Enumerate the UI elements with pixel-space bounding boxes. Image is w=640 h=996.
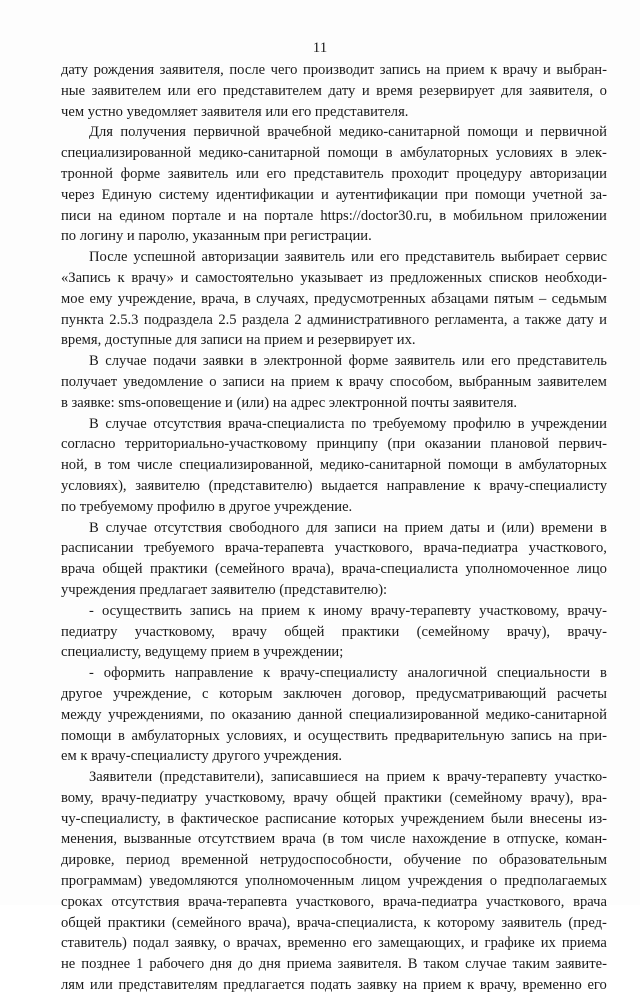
- text-line: В случае отсутствия свободного для записи на прием даты и (или) времени в: [89, 519, 607, 536]
- text-line: врача общей практики (семейного врача), врача-специалиста уполномоченное лицо: [61, 561, 607, 578]
- text-line: дату рождения заявителя, после чего производит запись на прием к врачу и выбран-: [61, 62, 607, 78]
- text-line: «Запись к врачу» и самостоятельно указывает из предложенных списков необходи-: [61, 269, 607, 286]
- text-line: чу-специалисту, в фактическое расписание которых учреждением были внесены из-: [61, 810, 607, 827]
- text-line: ставитель) подал заявку, о врачах, временно его замещающих, и графике их приема: [61, 935, 607, 952]
- text-line: тронной форме заявитель или его представитель проходит процедуру авторизации: [61, 165, 607, 182]
- text-line: общей практики (семейного врача), врача-специалиста, к которому заявитель (пред-: [61, 914, 607, 931]
- text-line: ем к врачу-специалисту другого учреждения.: [61, 748, 343, 765]
- text-line: специалисту, ведущему прием в учреждении;: [61, 644, 344, 661]
- text-line: помощи в амбулаторных условиях, и осуществить предварительную запись на при-: [61, 727, 607, 744]
- text-line: программам) уведомляются уполномоченным лицом учреждения о предполагаемых: [61, 873, 607, 890]
- text-line: в заявке: sms-оповещение и (или) на адрес электронной почты заявителя.: [61, 394, 518, 411]
- text-line: Заявители (представители), записавшиеся на прием к врачу-терапевту участко-: [89, 769, 607, 786]
- text-line: чем устно уведомляет заявителя или его представителя.: [61, 103, 409, 120]
- document-body: [61, 60, 607, 996]
- paragraph: [61, 351, 607, 413]
- text-line: лям или представителям предлагается подать заявку на прием к врачу, временно его: [61, 977, 607, 994]
- text-line: После успешной авторизации заявитель или его представитель выбирает сервис: [89, 249, 607, 266]
- page-number: 11: [312, 40, 328, 56]
- paragraph: [61, 767, 607, 996]
- text-line: пункта 2.5.3 подраздела 2.5 раздела 2 административного регламента, а также дату и: [61, 311, 607, 328]
- text-line: не позднее 1 рабочего дня до дня приема заявителя. В таком случае таким заявите-: [61, 956, 607, 973]
- text-line: ные заявителем или его представителем дату и время резервирует для заявителя, о: [61, 82, 607, 99]
- text-line: Для получения первичной врачебной медико-санитарной помощи и первичной: [89, 124, 607, 141]
- text-line: В случае подачи заявки в электронной форме заявитель или его представитель: [89, 353, 607, 370]
- text-line: учреждения предлагает заявителю (представителю):: [61, 581, 388, 598]
- text-line: вому, врачу-педиатру участковому, врачу общей практики (семейному врачу), вра-: [61, 789, 607, 806]
- text-line: через Единую систему идентификации и аутентификации при помощи учетной за-: [61, 186, 607, 203]
- text-line: по требуемому профилю в другое учреждение.: [61, 498, 353, 515]
- text-line: время, доступные для записи на прием и резервирует их.: [61, 332, 416, 349]
- paragraph: [61, 518, 607, 601]
- text-line: специализированной медико-санитарной помощи в амбулаторных условиях в элек-: [61, 145, 607, 162]
- text-line: получает уведомление о записи на прием к врачу способом, выбранным заявителем: [61, 373, 607, 390]
- text-line: - осуществить запись на прием к иному врачу-терапевту участковому, врачу-: [89, 602, 607, 619]
- paragraph: [61, 663, 607, 767]
- text-line: расписании требуемого врача-терапевта участкового, врача-педиатра участкового,: [61, 540, 607, 557]
- text-line: В случае отсутствия врача-специалиста по требуемому профилю в учреждении: [89, 415, 607, 432]
- text-line: педиатру участковому, врачу общей практики (семейному врачу), врачу-: [61, 623, 607, 640]
- text-line: писи на едином портале и на портале https://doctor30.ru, в мобильном приложении: [61, 207, 607, 224]
- text-line: ной, в том числе специализированной, медико-санитарной помощи в амбулаторных: [61, 457, 607, 474]
- paragraph: [61, 122, 607, 247]
- text-line: сроках отсутствия врача-терапевта участкового, врача-педиатра участкового, врача: [61, 893, 607, 910]
- paragraph: [61, 247, 607, 351]
- text-line: согласно территориально-участковому принципу (при оказании плановой первич-: [61, 436, 607, 453]
- paragraph: [61, 414, 607, 518]
- text-line: мое ему учреждение, врача, в случаях, предусмотренных абзацами пятым – седьмым: [61, 290, 607, 307]
- text-line: другое учреждение, с которым заключен договор, предусматривающий расчеты: [61, 685, 607, 702]
- paragraph: [61, 60, 607, 122]
- text-line: между учреждениями, по оказанию данной специализированной медико-санитарной: [61, 706, 607, 723]
- text-line: - оформить направление к врачу-специалисту аналогичной специальности в: [89, 665, 607, 682]
- text-line: менения, вызванные отсутствием врача (в том числе нахождение в отпуске, коман-: [61, 831, 607, 848]
- text-line: дировке, период временной нетрудоспособности, обучение по образовательным: [61, 852, 607, 869]
- paragraph: [61, 601, 607, 663]
- text-line: по логину и паролю, указанным при регистрации.: [61, 228, 372, 245]
- text-line: условиях), заявителю (представителю) выдается направление к врачу-специалисту: [61, 477, 607, 494]
